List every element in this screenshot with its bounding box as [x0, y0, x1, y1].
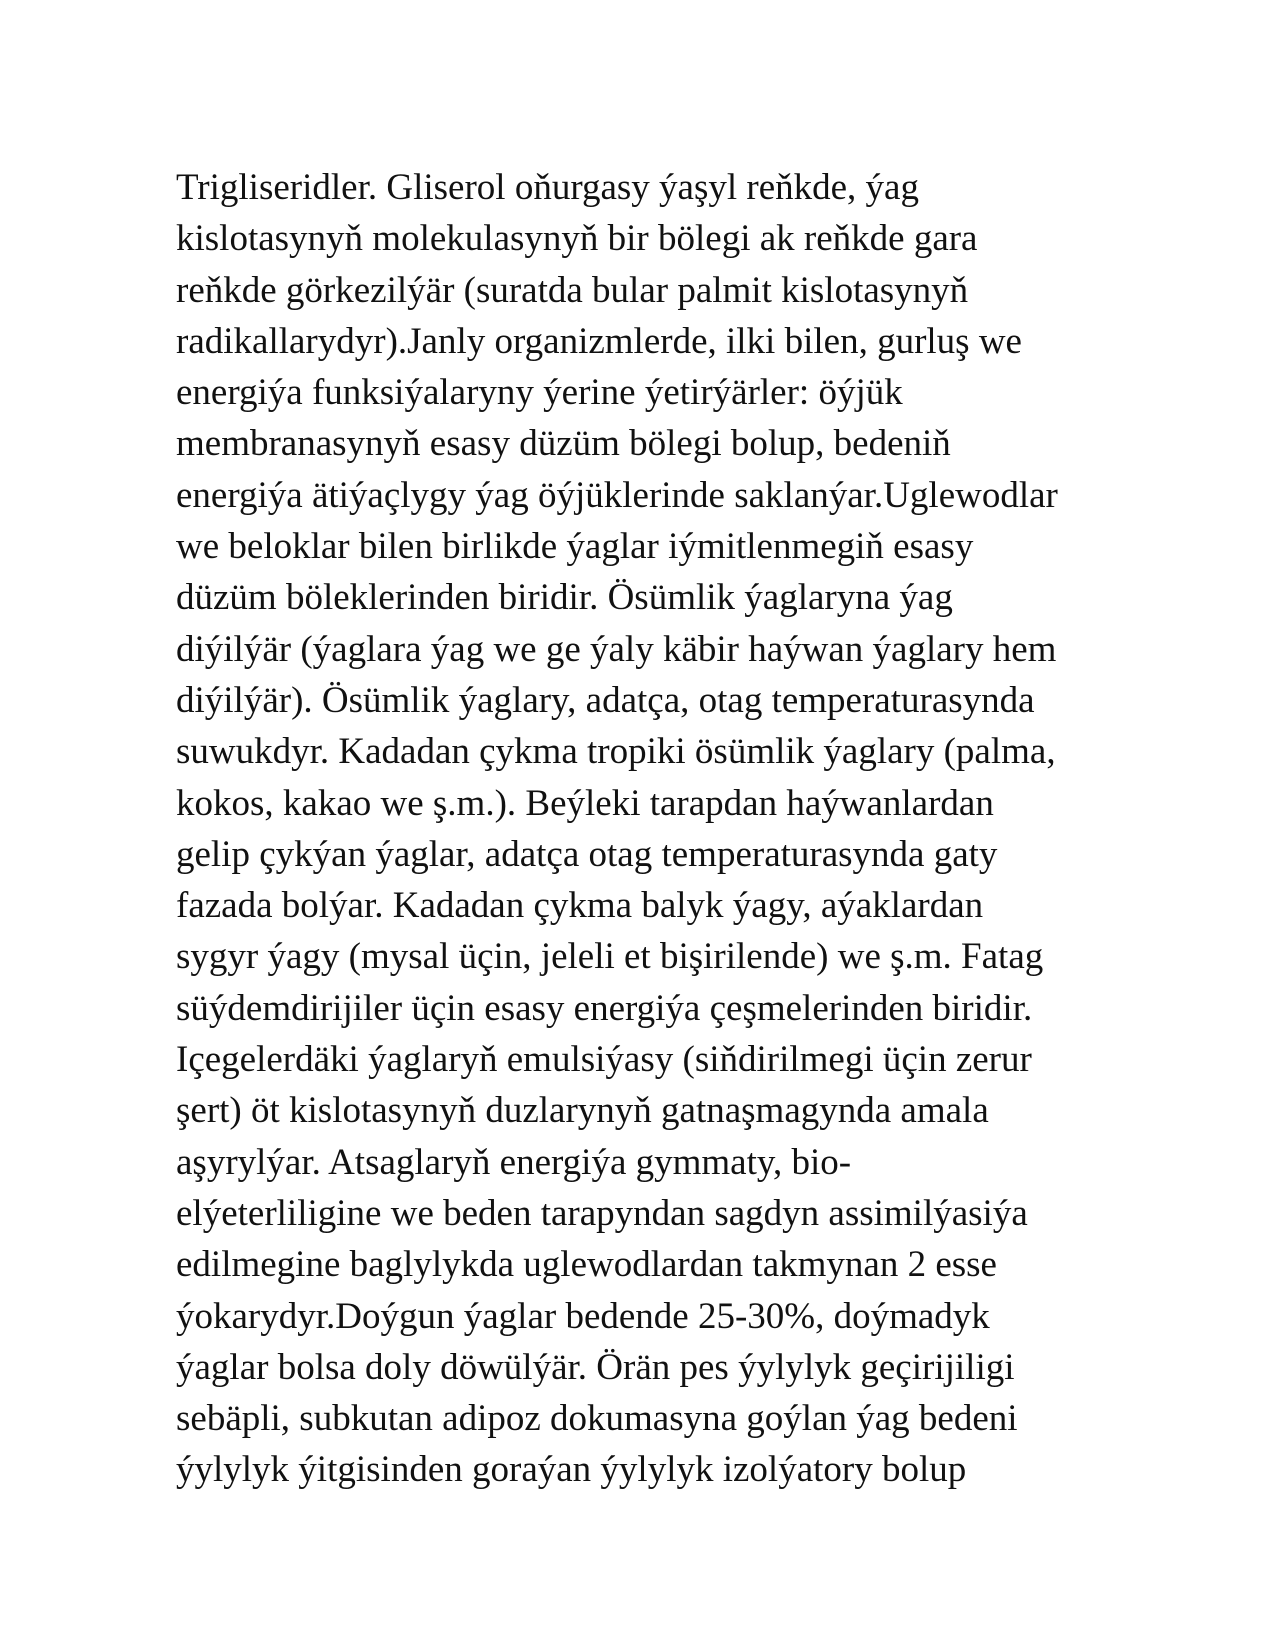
text-line-21: elýeterliligine we beden tarapyndan sagdyn assimilýasiýa [176, 1192, 1028, 1234]
text-line-24: ýaglar bolsa doly döwülýär. Örän pes ýylylyk geçirijiligi [176, 1346, 1015, 1388]
text-line-5: energiýa funksiýalaryny ýerine ýetirýärler: öýjük [176, 372, 903, 414]
text-line-2: kislotasynyň molekulasynyň bir bölegi ak reňkde gara [176, 218, 978, 260]
text-line-10: diýilýär (ýaglara ýag we ge ýaly käbir haýwan ýaglary hem [176, 628, 1057, 670]
text-line-3: reňkde görkezilýär (suratda bular palmit kislotasynyň [176, 269, 969, 311]
text-line-9: düzüm böleklerinden biridir. Ösümlik ýaglaryna ýag [176, 577, 953, 619]
text-line-22: edilmegine baglylykda uglewodlardan takmynan 2 esse [176, 1244, 997, 1286]
text-line-17: süýdemdirijiler üçin esasy energiýa çeşmelerinden biridir. [176, 987, 1033, 1029]
text-line-13: kokos, kakao we ş.m.). Beýleki tarapdan haýwanlardan [176, 782, 994, 824]
text-line-23: ýokarydyr.Doýgun ýaglar bedende 25-30%, doýmadyk [176, 1295, 990, 1337]
text-line-18: Içegelerdäki ýaglaryň emulsiýasy (siňdirilmegi üçin zerur [176, 1039, 1032, 1081]
text-line-16: sygyr ýagy (mysal üçin, jeleli et bişirilende) we ş.m. Fatag [176, 936, 1044, 978]
text-line-26: ýylylyk ýitgisinden goraýan ýylylyk izolýatory bolup [176, 1449, 967, 1491]
text-line-19: şert) öt kislotasynyň duzlarynyň gatnaşmagynda amala [176, 1090, 989, 1132]
text-line-11: diýilýär). Ösümlik ýaglary, adatça, otag temperaturasynda [176, 679, 1035, 721]
text-line-1: Trigliseridler. Gliserol oňurgasy ýaşyl reňkde, ýag [176, 167, 919, 208]
text-line-14: gelip çykýan ýaglar, adatça otag temperaturasynda gaty [176, 833, 998, 875]
text-line-7: energiýa ätiýaçlygy ýag öýjüklerinde saklanýar.Uglewodlar [176, 474, 1058, 516]
body-text [176, 162, 1176, 1496]
text-line-25: sebäpli, subkutan adipoz dokumasyna goýlan ýag bedeni [176, 1398, 1018, 1440]
text-line-15: fazada bolýar. Kadadan çykma balyk ýagy, aýaklardan [176, 885, 984, 927]
text-line-4: radikallarydyr).Janly organizmlerde, ilki bilen, gurluş we [176, 320, 1022, 362]
text-line-6: membranasynyň esasy düzüm bölegi bolup, bedeniň [176, 423, 951, 465]
text-line-8: we beloklar bilen birlikde ýaglar iýmitlenmegiň esasy [176, 526, 974, 568]
text-line-20: aşyrylýar. Atsaglaryň energiýa gymmaty, bio- [176, 1141, 852, 1183]
text-line-12: suwukdyr. Kadadan çykma tropiki ösümlik ýaglary (palma, [176, 731, 1056, 773]
